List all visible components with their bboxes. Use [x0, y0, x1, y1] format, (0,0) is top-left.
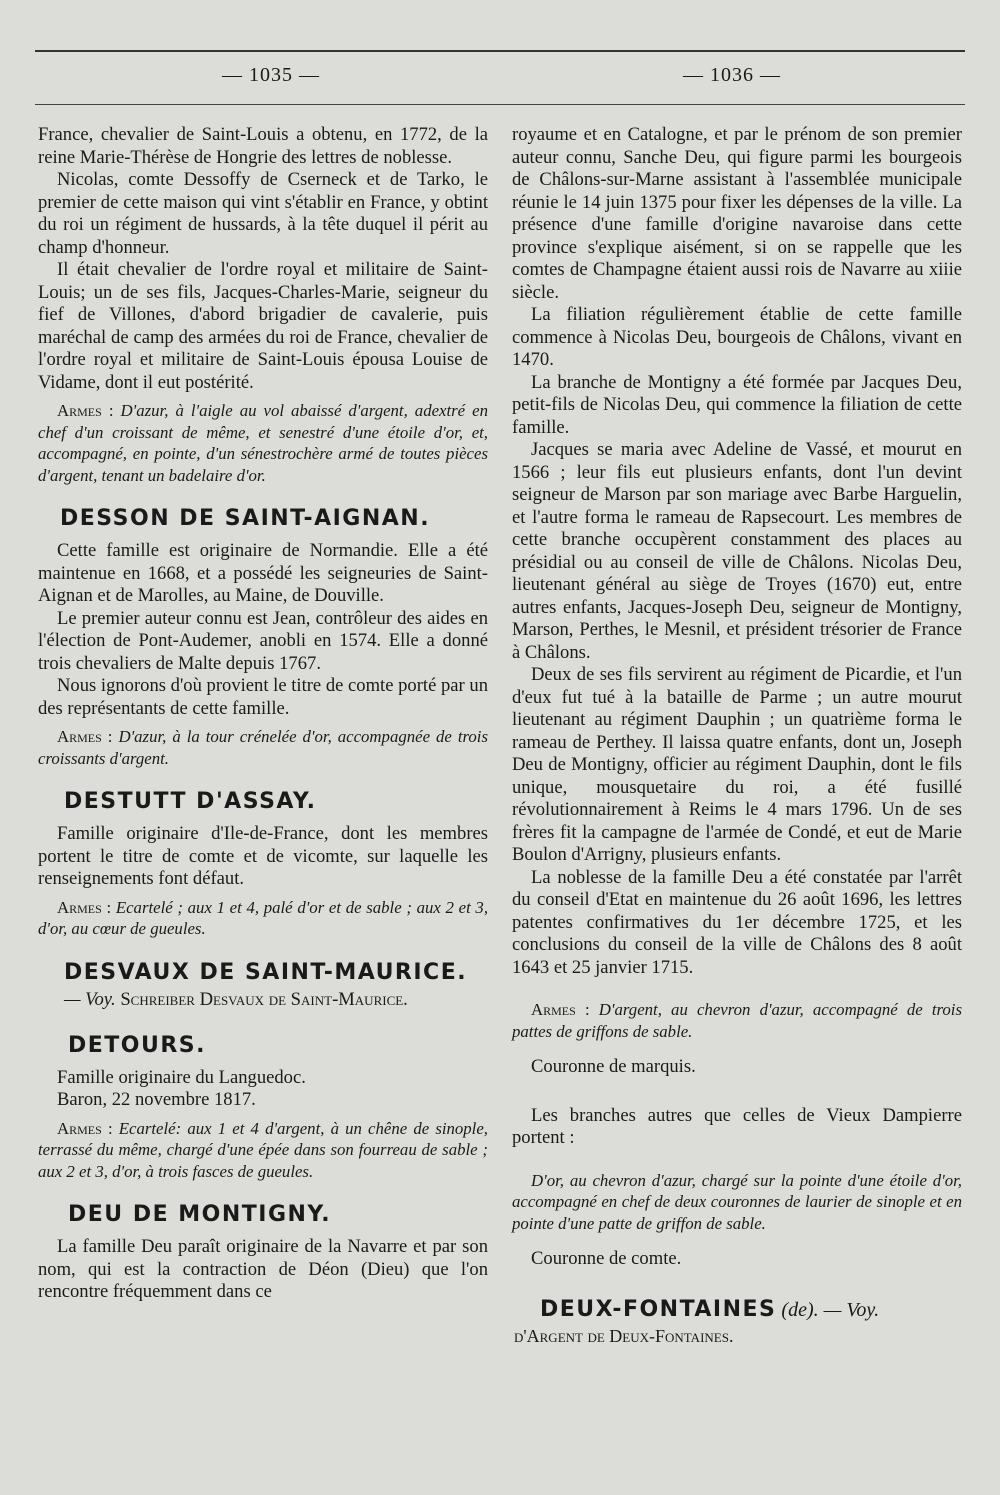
paragraph: Baron, 22 novembre 1817. — [57, 1089, 256, 1110]
particle: (de). — [781, 1298, 819, 1321]
paragraph: La famille Deu paraît originaire de la Navarre et par son nom, qui est la contraction de Déon (Dieu) que l'on rencontre fréquemment dans ce — [38, 1236, 488, 1302]
page-number-right: — 1036 — — [683, 64, 781, 86]
arms-label: Armes : — [57, 897, 112, 917]
arms-text: D'or, au chevron d'azur, chargé sur la pointe d'une étoile d'or, accompagné en chef de deux couronnes de laurier de sinople et en pointe d'une patte de griffon de sable. — [512, 1170, 962, 1233]
entry-heading: DEUX-FONTAINES — [540, 1296, 777, 1322]
see-also: — Voy. — [64, 988, 116, 1010]
paragraph: Famille originaire d'Ile-de-France, dont les membres portent le titre de comte et de vicomte, sur laquelle les renseignements font défaut. — [38, 823, 488, 889]
paragraph: Nous ignorons d'où provient le titre de comte porté par un des représentants de cette famille. — [38, 675, 488, 719]
entry-desvaux — [38, 960, 488, 1013]
arms-text: D'argent, au chevron d'azur, accompagné de trois pattes de griffons de sable. — [512, 1000, 963, 1041]
paragraph: Jacques se maria avec Adeline de Vassé, et mourut en 1566 ; leur fils eut plusieurs enfants, dont l'un devint seigneur de Marson par son mariage avec Barbe Harguelin, et l'autre forma le rameau de Rapsecourt. Les membres de cette branche occupèrent constamment des places au présidial ou au conseil de ville de Châlons. Nicolas Deu, lieutenant général au siège de Troyes (1670) eut, entre autres enfants, Jacques-Joseph Deu, seigneur de Montigny, Marson, Perthes, le Mesnil, et président trésorier de France à Châlons. — [512, 439, 962, 663]
arms-blazon — [38, 400, 488, 486]
arms-blazon — [38, 1118, 488, 1183]
arms-blazon — [38, 726, 488, 769]
paragraph: Famille originaire du Languedoc. — [57, 1066, 306, 1088]
arms-text: Ecartelé: aux 1 et 4 d'argent, à un chêne de sinople, terrassé du même, chargé d'une épée dans son fourreau de sable ; aux 2 et 3, d'or, à trois fasces de gueules. — [38, 1118, 488, 1181]
arms-blazon — [512, 999, 962, 1042]
entry-heading: DETOURS. — [68, 1032, 207, 1058]
entry-heading: DESTUTT D'ASSAY. — [64, 789, 317, 814]
cross-reference: Schreiber Desvaux de Saint-Maurice. — [120, 988, 408, 1010]
paragraph: Les branches autres que celles de Vieux Dampierre portent : — [512, 1104, 962, 1148]
crown-note: Couronne de comte. — [531, 1248, 682, 1269]
entry-heading: DESSON DE SAINT-AIGNAN. — [60, 506, 431, 531]
arms-blazon — [38, 897, 488, 940]
paragraph: Il était chevalier de l'ordre royal et militaire de Saint-Louis; un de ses fils, Jacques-Charles-Marie, seigneur du fief de Villones, d'abord brigadier de cavalerie, puis maréchal de camp des armées du roi de France, chevalier de l'ordre royal et militaire de Saint-Louis épousa Louise de Vidame, dont il eut postérité. — [38, 259, 488, 393]
arms-label: Armes : — [57, 401, 114, 420]
header-rule — [35, 104, 965, 105]
entry-heading: DEU DE MONTIGNY. — [68, 1202, 332, 1227]
page-number-left: — 1035 — — [222, 64, 320, 86]
see-also: — Voy. — [823, 1298, 880, 1321]
arms-label: Armes : — [57, 1118, 113, 1138]
paragraph: Deux de ses fils servirent au régiment de Picardie, et l'un d'eux fut tué à la bataille de Parme ; un autre mourut lieutenant au régiment Dauphin ; un quatrième forma le rameau de Perthey. Il laissa quatre enfants, dont un, Joseph Deu de Montigny, officier au régiment Dauphin, dont le fils unique, mousquetaire du roi, a été fusillé révolutionnairement à Reims le 4 mars 1796. Un de ses frères fit la campagne de l'armée de Condé, et eut de Marie Boulon d'Arrigny, plusieurs enfants. — [512, 664, 962, 865]
arms-label: Armes : — [531, 1000, 590, 1019]
arms-text: D'azur, à la tour crénelée d'or, accompagnée de trois croissants d'argent. — [38, 727, 488, 768]
right-column — [512, 124, 962, 1349]
paragraph: Cette famille est originaire de Normandie. Elle a été maintenue en 1668, et a possédé les seigneuries de Saint-Aignan et de Marolles, au Maine, de Douville. — [38, 540, 488, 606]
top-rule — [35, 50, 965, 52]
arms-text: D'azur, à l'aigle au vol abaissé d'argent, adextré en chef d'un croissant de même, et senestré d'une étoile d'or, et, accompagné, en pointe, d'un sénestrochère armé de toutes pièces d'argent, tenant un badelaire d'or. — [38, 401, 488, 485]
crown-note: Couronne de marquis. — [531, 1056, 696, 1077]
arms-label: Armes : — [57, 727, 113, 746]
arms-text: Ecartelé ; aux 1 et 4, palé d'or et de sable ; aux 2 et 3, d'or, au cœur de gueules. — [38, 897, 489, 938]
paragraph: Le premier auteur connu est Jean, contrôleur des aides en l'élection de Pont-Audemer, anobli en 1574. Elle a donné trois chevaliers de Malte depuis 1767. — [38, 607, 488, 674]
paragraph: La branche de Montigny a été formée par Jacques Deu, petit-fils de Nicolas Deu, qui commence la filiation de cette famille. — [512, 371, 962, 438]
paragraph: France, chevalier de Saint-Louis a obtenu, en 1772, de la reine Marie-Thérèse de Hongrie des lettres de noblesse. — [38, 124, 488, 168]
arms-blazon — [512, 1170, 962, 1235]
left-column — [38, 124, 488, 1304]
paragraph: Nicolas, comte Dessoffy de Cserneck et de Tarko, le premier de cette maison qui vint s'établir en France, y obtint du roi un régiment de hussards, à la tête duquel il périt au champ d'honneur. — [38, 169, 488, 258]
paragraph: La noblesse de la famille Deu a été constatée par l'arrêt du conseil d'Etat en maintenue du 26 août 1696, les lettres patentes confirmatives du 1er décembre 1725, et les conclusions du conseil de la ville de Châlons des 8 août 1643 et 25 janvier 1715. — [512, 866, 962, 978]
paragraph: royaume et en Catalogne, et par le prénom de son premier auteur connu, Sanche Deu, qui figure parmi les bourgeois de Châlons-sur-Marne assistant à l'assemblée municipale réunie le 14 juin 1375 pour fixer les dépenses de la ville. La présence d'une famille d'origine navaroise dans cette province s'explique aisément, si on se rappelle que les comtes de Champagne étaient aussi rois de Navarre au xiiie siècle. — [512, 124, 962, 303]
entry-deux-fontaines — [512, 1297, 962, 1349]
entry-heading: DESVAUX DE SAINT-MAURICE. — [64, 959, 468, 985]
cross-reference: d'Argent de Deux-Fontaines. — [514, 1325, 734, 1346]
paragraph: La filiation régulièrement établie de cette famille commence à Nicolas Deu, bourgeois de Châlons, vivant en 1470. — [512, 304, 962, 370]
